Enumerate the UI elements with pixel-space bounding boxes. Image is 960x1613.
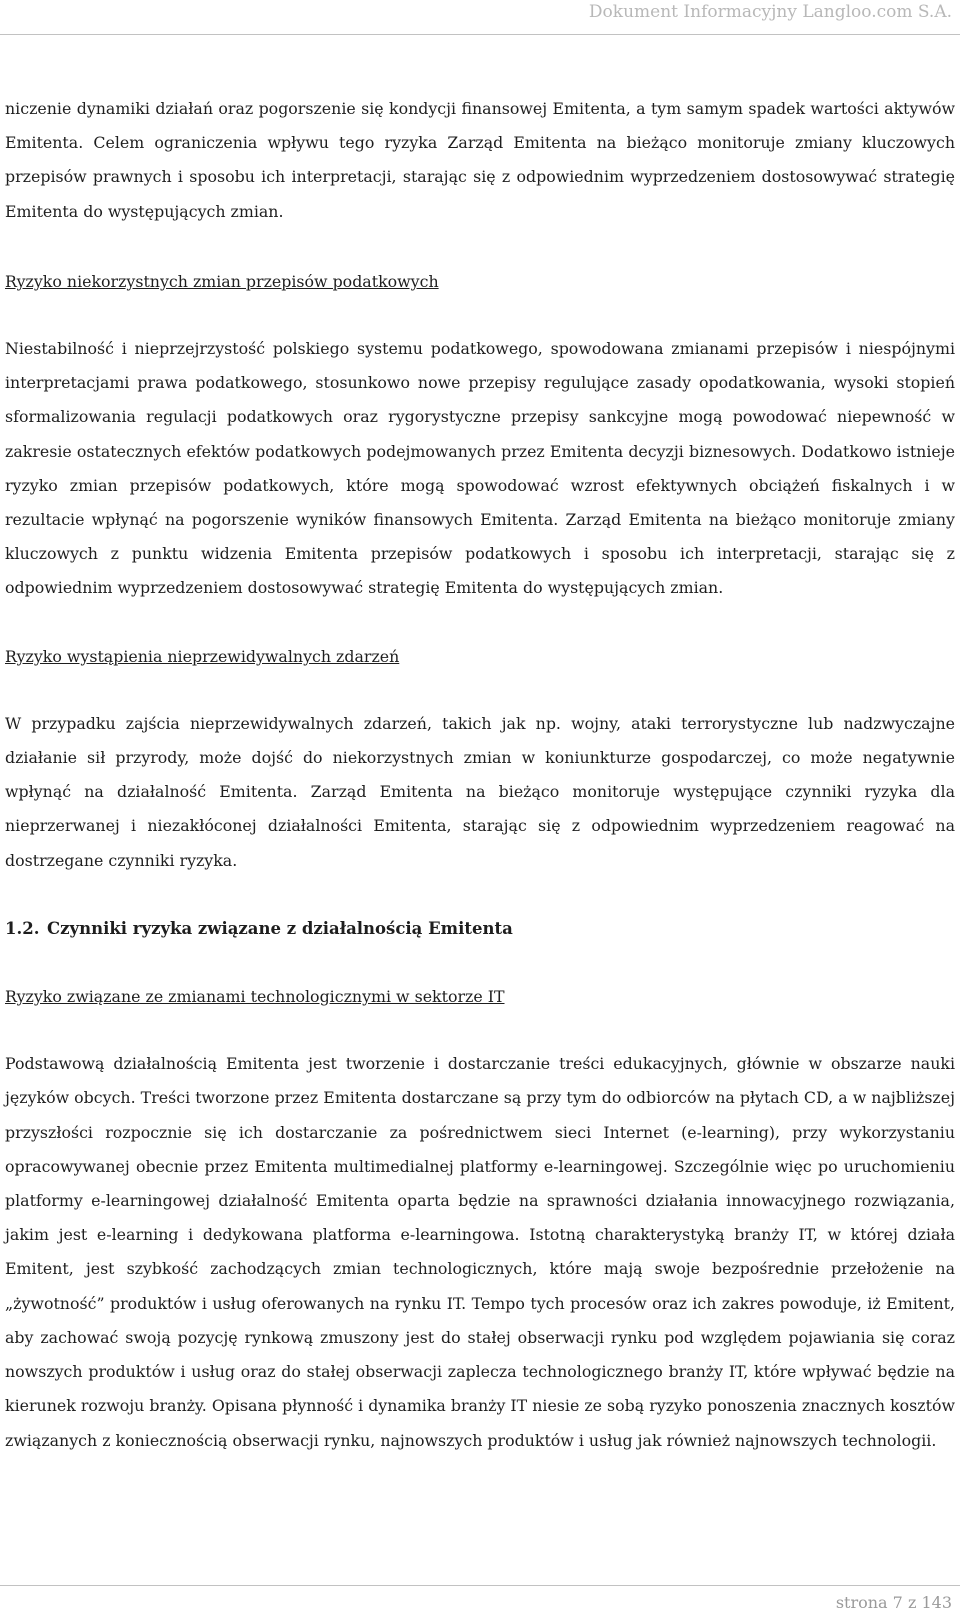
page-content [5, 92, 955, 1458]
document-header-title: Dokument Informacyjny Langloo.com S.A. [588, 2, 952, 22]
section-heading [5, 912, 955, 946]
paragraph-it-risk: Podstawową działalnością Emitenta jest tworzenie i dostarczanie treści edukacyjnych, głównie w obszarze nauki języków obcych. Treści tworzone przez Emitenta dostarczane są przy tym do odbiorców na płytach CD, a w najbliższej przyszłości rozpocznie się ich dostarczanie za pośrednictwem sieci Internet (e-learning), przy wykorzystaniu opracowywanej obecnie przez Emitenta multimedialnej platformy e-learningowej. Szczególnie więc po uruchomieniu platformy e-learningowej działalność Emitenta oparta będzie na sprawności działania innowacyjnego rozwiązania, jakim jest e-learning i dedykowana platforma e-learningowa. Istotną charakterystyką branży IT, w której działa Emitent, jest szybkość zachodzących zmian technologicznych, które mają swoje bezpośrednie przełożenie na „żywotność” produktów i usług oferowanych na rynku IT. Tempo tych procesów oraz ich zakres powoduje, iż Emitent, aby zachować swoją pozycję rynkową zmuszony jest do stałej obserwacji rynku pod względem pojawiania się coraz nowszych produktów i usług oraz do stałej obserwacji zaplecza technologicznego branży IT, które wpływać będzie na kierunek rozwoju branży. Opisana płynność i dynamika branży IT niesie ze sobą ryzyko ponoszenia znacznych kosztów związanych z koniecznością obserwacji rynku, najnowszych produktów i usług jak również najnowszych technologii. [5, 1054, 955, 1450]
section-number: 1.2. [5, 918, 40, 938]
paragraph-intro: niczenie dynamiki działań oraz pogorszenie się kondycji finansowej Emitenta, a tym samym spadek wartości aktywów Emitenta. Celem ograniczenia wpływu tego ryzyka Zarząd Emitenta na bieżąco monitoruje zmiany kluczowych przepisów prawnych i sposobu ich interpretacji, starając się z odpowiednim wyprzedzeniem dostosowywać strategię Emitenta do występujących zmian. [5, 99, 955, 221]
header-divider [0, 34, 960, 35]
page-number: strona 7 z 143 [835, 1593, 952, 1612]
paragraph-unforeseen-events: W przypadku zajścia nieprzewidywalnych zdarzeń, takich jak np. wojny, ataki terrorystyczne lub nadzwyczajne działanie sił przyrody, może dojść do niekorzystnych zmian w koniunkturze gospodarczej, co może negatywnie wpłynąć na działalność Emitenta. Zarząd Emitenta na bieżąco monitoruje występujące czynniki ryzyka dla nieprzerwanej i niezakłóconej działalności Emitenta, starając się z odpowiednim wyprzedzeniem reagować na dostrzegane czynniki ryzyka. [5, 713, 955, 870]
footer-divider [0, 1585, 960, 1586]
heading-tax-risk: Ryzyko niekorzystnych zmian przepisów podatkowych [5, 271, 439, 291]
heading-it-risk: Ryzyko związane ze zmianami technologicznymi w sektorze IT [5, 987, 505, 1007]
heading-unforeseen-events: Ryzyko wystąpienia nieprzewidywalnych zdarzeń [5, 646, 400, 666]
section-title: Czynniki ryzyka związane z działalnością Emitenta [47, 918, 513, 938]
paragraph-tax-risk: Niestabilność i nieprzejrzystość polskiego systemu podatkowego, spowodowana zmianami przepisów i niespójnymi interpretacjami prawa podatkowego, stosunkowo nowe przepisy regulujące zasady opodatkowania, wysoki stopień sformalizowania regulacji podatkowych oraz rygorystyczne przepisy sankcyjne mogą powodować niepewność w zakresie ostatecznych efektów podatkowych podejmowanych przez Emitenta decyzji biznesowych. Dodatkowo istnieje ryzyko zmian przepisów podatkowych, które mogą spowodować wzrost efektywnych obciążeń fiskalnych i w rezultacie wpłynąć na pogorszenie wyników finansowych Emitenta. Zarząd Emitenta na bieżąco monitoruje zmiany kluczowych z punktu widzenia Emitenta przepisów podatkowych i sposobu ich interpretacji, starając się z odpowiednim wyprzedzeniem dostosowywać strategię Emitenta do występujących zmian. [5, 339, 955, 598]
